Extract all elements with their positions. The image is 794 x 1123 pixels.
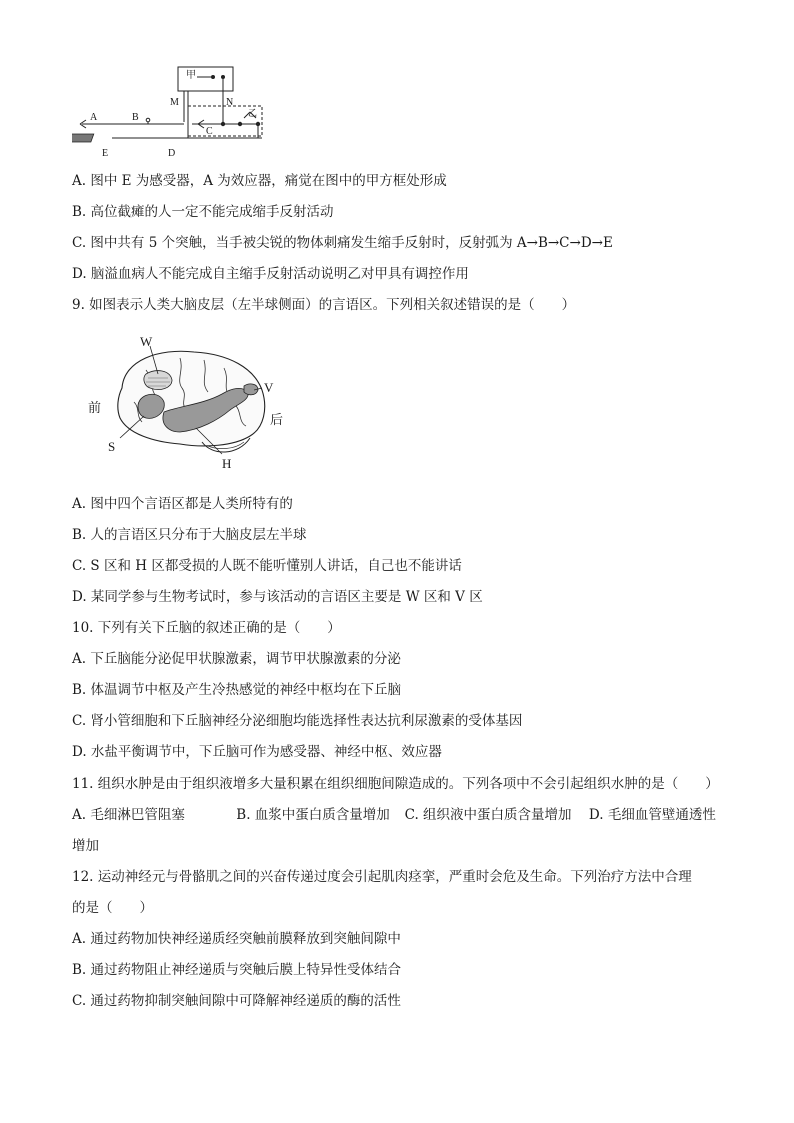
q10-option-b: B. 体温调节中枢及产生冷热感觉的神经中枢均在下丘脑	[72, 682, 402, 698]
q8-option-d: D. 脑溢血病人不能完成自主缩手反射活动说明乙对甲具有调控作用	[72, 266, 469, 282]
label-back: 后	[270, 412, 284, 427]
q11-option-b: B. 血浆中蛋白质含量增加	[236, 807, 390, 823]
label-E: E	[102, 148, 109, 159]
q10-stem: 10. 下列有关下丘脑的叙述正确的是（ ）	[72, 620, 341, 636]
q9-option-c: C. S 区和 H 区都受损的人既不能听懂别人讲话，自己也不能讲话	[72, 558, 462, 574]
reflex-arc-figure	[72, 62, 282, 160]
q10-option-c: C. 肾小管细胞和下丘脑神经分泌细胞均能选择性表达抗利尿激素的受体基因	[72, 713, 523, 729]
brain-language-area-figure	[84, 330, 294, 475]
label-M: M	[170, 97, 179, 108]
q8-option-c: C. 图中共有 5 个突触，当手被尖锐的物体刺痛发生缩手反射时，反射弧为 A→B→C→D→E	[72, 235, 613, 251]
q10-option-a: A. 下丘脑能分泌促甲状腺激素，调节甲状腺激素的分泌	[72, 651, 401, 667]
q8-option-b: B. 高位截瘫的人一定不能完成缩手反射活动	[72, 204, 334, 220]
label-yi: 乙	[248, 108, 258, 118]
q11-option-a: A. 毛细淋巴管阻塞	[72, 807, 185, 823]
label-W: W	[140, 334, 153, 349]
label-A: A	[90, 112, 98, 123]
label-N: N	[226, 97, 234, 108]
q9-option-a: A. 图中四个言语区都是人类所特有的	[72, 496, 293, 512]
q11-option-d-continuation: 增加	[72, 838, 99, 854]
q10-option-d: D. 水盐平衡调节中，下丘脑可作为感受器、神经中枢、效应器	[72, 744, 442, 760]
q12-stem-line1: 12. 运动神经元与骨骼肌之间的兴奋传递过度会引起肌肉痉挛，严重时会危及生命。下列治疗方法中合理	[72, 869, 692, 885]
effector-block	[72, 134, 94, 142]
q9-option-d: D. 某同学参与生物考试时，参与该活动的言语区主要是 W 区和 V 区	[72, 589, 483, 605]
q9-option-b: B. 人的言语区只分布于大脑皮层左半球	[72, 527, 307, 543]
label-B: B	[132, 112, 139, 123]
q12-stem-line2: 的是（ ）	[72, 900, 153, 916]
q11-options-row	[72, 806, 716, 824]
label-C: C	[206, 126, 213, 137]
label-front: 前	[88, 400, 102, 415]
jia-label: 甲	[186, 70, 196, 81]
q8-option-a: A. 图中 E 为感受器，A 为效应器，痛觉在图中的甲方框处形成	[72, 173, 447, 189]
q9-stem: 9. 如图表示人类大脑皮层（左半球侧面）的言语区。下列相关叙述错误的是（ ）	[72, 297, 576, 313]
q12-option-b: B. 通过药物阻止神经递质与突触后膜上特异性受体结合	[72, 962, 402, 978]
q11-stem: 11. 组织水肿是由于组织液增多大量积累在组织细胞间隙造成的。下列各项中不会引起组织水肿的是（ ）	[72, 776, 719, 792]
label-S: S	[108, 439, 116, 454]
label-H: H	[222, 456, 232, 471]
q11-option-d: D. 毛细血管壁通透性	[588, 807, 716, 823]
q11-option-c: C. 组织液中蛋白质含量增加	[404, 807, 572, 823]
label-D: D	[168, 148, 176, 159]
q12-option-a: A. 通过药物加快神经递质经突触前膜释放到突触间隙中	[72, 931, 401, 947]
q12-option-c: C. 通过药物抑制突触间隙中可降解神经递质的酶的活性	[72, 993, 401, 1009]
label-V: V	[264, 380, 274, 395]
